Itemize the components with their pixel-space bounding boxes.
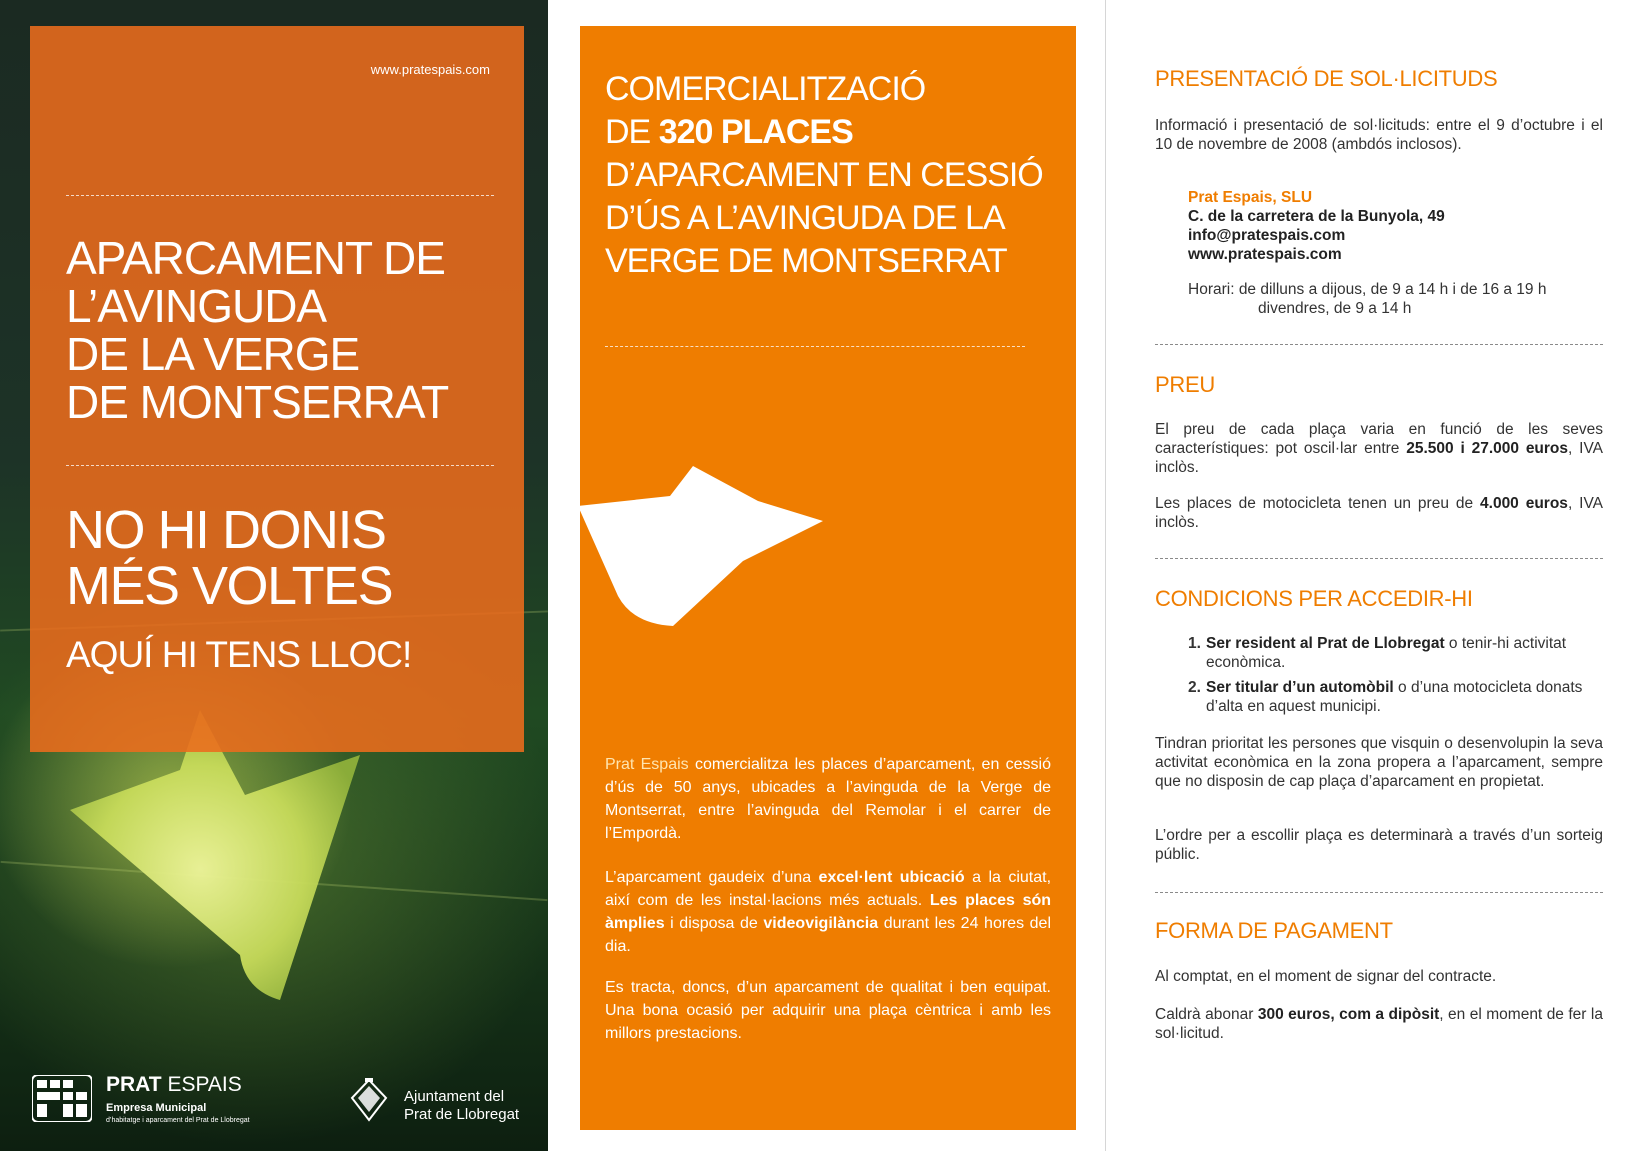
highlight-text: Les places són àmplies bbox=[605, 892, 1052, 932]
draw-text: L’ordre per a escollir plaça es determinarà a través d’un sorteig públic. bbox=[1155, 827, 1603, 863]
prat-espais-logo-icon bbox=[32, 1075, 92, 1122]
condition-item bbox=[1188, 678, 1603, 716]
priority-text: Tindran prioritat les persones que visquin o desenvolupin la seva activitat econòmica en la zona propera a l’aparcament, sempre que no disposin de cap plaça d’aparcament en propietat. bbox=[1155, 735, 1603, 790]
section-heading-payment: FORMA DE PAGAMENT bbox=[1155, 918, 1393, 943]
condition-text: o tenir-hi activitat econòmica. bbox=[1206, 635, 1567, 671]
paragraph-text: a la ciutat, així com de les instal·lacions més actuals. bbox=[605, 869, 1052, 909]
brand-name-light: ESPAIS bbox=[161, 1073, 242, 1096]
heading-text: DE bbox=[605, 113, 659, 151]
brand-subtitle: Empresa Municipal bbox=[106, 1102, 207, 1114]
paragraph-text: L’aparcament gaudeix d’una bbox=[605, 869, 819, 886]
paragraph-text: , IVA inclòs. bbox=[1155, 495, 1603, 531]
left-panel bbox=[0, 0, 548, 1151]
highlight-text: videovigilància bbox=[763, 915, 879, 932]
fold-divider bbox=[1105, 0, 1106, 1151]
contact-block bbox=[1188, 188, 1546, 318]
highlight-text: excel·lent ubicació bbox=[818, 869, 965, 886]
heading-line: D’APARCAMENT EN CESSIÓ bbox=[605, 156, 1043, 194]
divider bbox=[1155, 344, 1603, 345]
divider bbox=[605, 346, 1025, 347]
divider bbox=[1155, 892, 1603, 893]
deposit-text bbox=[1155, 1005, 1603, 1043]
title-line: APARCAMENT DE bbox=[66, 232, 445, 284]
offer-heading bbox=[605, 68, 1043, 283]
slogan-line: NO HI DONIS bbox=[66, 500, 386, 560]
paragraph-text: Les places de motocicleta tenen un preu de bbox=[1155, 495, 1481, 512]
ajuntament-line: Ajuntament del bbox=[404, 1088, 505, 1105]
brand-description: d’habitatge i aparcament del Prat de Llobregat bbox=[106, 1117, 250, 1124]
ajuntament-shield-icon bbox=[350, 1078, 388, 1122]
paragraph-text: El preu de cada plaça varia en funció de les seves característiques: pot oscil·lar entre bbox=[1155, 421, 1603, 457]
condition-highlight: Ser titular d’un automòbil bbox=[1206, 679, 1394, 696]
opening-hours: divendres, de 9 a 14 h bbox=[1258, 300, 1412, 317]
applications-text: Informació i presentació de sol·licituds: entre el 9 d’octubre i el 10 de novembre de 2008 (ambdós inclosos). bbox=[1155, 117, 1603, 153]
heading-line: D’ÚS A L’AVINGUDA DE LA bbox=[605, 199, 1005, 237]
heading-line: VERGE DE MONTSERRAT bbox=[605, 242, 1007, 280]
condition-number: 2. bbox=[1188, 679, 1201, 696]
price-text bbox=[1155, 420, 1603, 477]
company-name: Prat Espais bbox=[605, 756, 689, 773]
right-panel bbox=[1155, 0, 1605, 1151]
paragraph-text: Caldrà abonar bbox=[1155, 1006, 1258, 1023]
intro-paragraph bbox=[605, 753, 1051, 845]
opening-hours: Horari: de dilluns a dijous, de 9 a 14 h i de 16 a 19 h bbox=[1188, 281, 1547, 298]
price-range: 25.500 i 27.000 euros bbox=[1406, 440, 1569, 457]
closing-paragraph: Es tracta, doncs, d’un aparcament de qualitat i ben equipat. Una bona ocasió per adquirir una plaça cèntrica i amb les millors prestacions. bbox=[605, 979, 1051, 1042]
condition-item bbox=[1188, 634, 1603, 672]
ajuntament-name bbox=[404, 1088, 519, 1124]
arrow-icon bbox=[580, 466, 878, 666]
section-heading-conditions: CONDICIONS PER ACCEDIR-HI bbox=[1155, 586, 1473, 611]
slogan bbox=[66, 502, 392, 614]
heading-highlight: 320 PLACES bbox=[658, 113, 853, 151]
title-line: L’AVINGUDA bbox=[66, 280, 327, 332]
paragraph-text: , en el moment de fer la sol·licitud. bbox=[1155, 1006, 1603, 1042]
paragraph-text: comercialitza les places d’aparcament, en cessió d’ús de 50 anys, ubicades a l’avinguda de la Verge de Montserrat, entre l’avinguda del Remolar i el carrer de l’Empordà. bbox=[605, 756, 1051, 842]
contact-email[interactable]: info@pratespais.com bbox=[1188, 227, 1346, 244]
divider bbox=[1155, 558, 1603, 559]
heading-line bbox=[605, 111, 1043, 154]
ajuntament-line: Prat de Llobregat bbox=[404, 1106, 520, 1123]
heading-line: COMERCIALITZACIÓ bbox=[605, 70, 926, 108]
condition-highlight: Ser resident al Prat de Llobregat bbox=[1206, 635, 1445, 652]
brand-name-bold: PRAT bbox=[106, 1073, 162, 1096]
payment-text: Al comptat, en el moment de signar del contracte. bbox=[1155, 968, 1497, 985]
paragraph-text: , IVA inclòs. bbox=[1155, 440, 1603, 476]
title-line: DE MONTSERRAT bbox=[66, 376, 449, 428]
section-heading-price: PREU bbox=[1155, 372, 1215, 397]
brand-name bbox=[106, 1073, 242, 1097]
moto-price-text bbox=[1155, 494, 1603, 532]
moto-price: 4.000 euros bbox=[1480, 495, 1568, 512]
slogan-line: MÉS VOLTES bbox=[66, 556, 393, 616]
main-title bbox=[66, 234, 448, 426]
divider bbox=[66, 465, 494, 466]
deposit-amount: 300 euros, com a dipòsit bbox=[1257, 1006, 1440, 1023]
middle-panel bbox=[580, 26, 1076, 1130]
features-paragraph bbox=[605, 866, 1051, 958]
section-heading-applications: PRESENTACIÓ DE SOL·LICITUDS bbox=[1155, 66, 1498, 91]
divider bbox=[66, 195, 494, 196]
paragraph-text: durant les 24 hores del dia. bbox=[605, 915, 1052, 955]
contact-org: Prat Espais, SLU bbox=[1188, 189, 1313, 206]
contact-website[interactable]: www.pratespais.com bbox=[1188, 246, 1342, 263]
condition-number: 1. bbox=[1188, 635, 1201, 652]
contact-address: C. de la carretera de la Bunyola, 49 bbox=[1188, 208, 1445, 225]
title-line: DE LA VERGE bbox=[66, 328, 360, 380]
paragraph-text: i disposa de bbox=[664, 915, 764, 932]
slogan-tagline: AQUÍ HI TENS LLOC! bbox=[66, 634, 412, 675]
website-url[interactable]: www.pratespais.com bbox=[370, 62, 490, 77]
condition-text: o d’una motocicleta donats d’alta en aquest municipi. bbox=[1206, 679, 1583, 715]
title-box bbox=[30, 26, 524, 752]
